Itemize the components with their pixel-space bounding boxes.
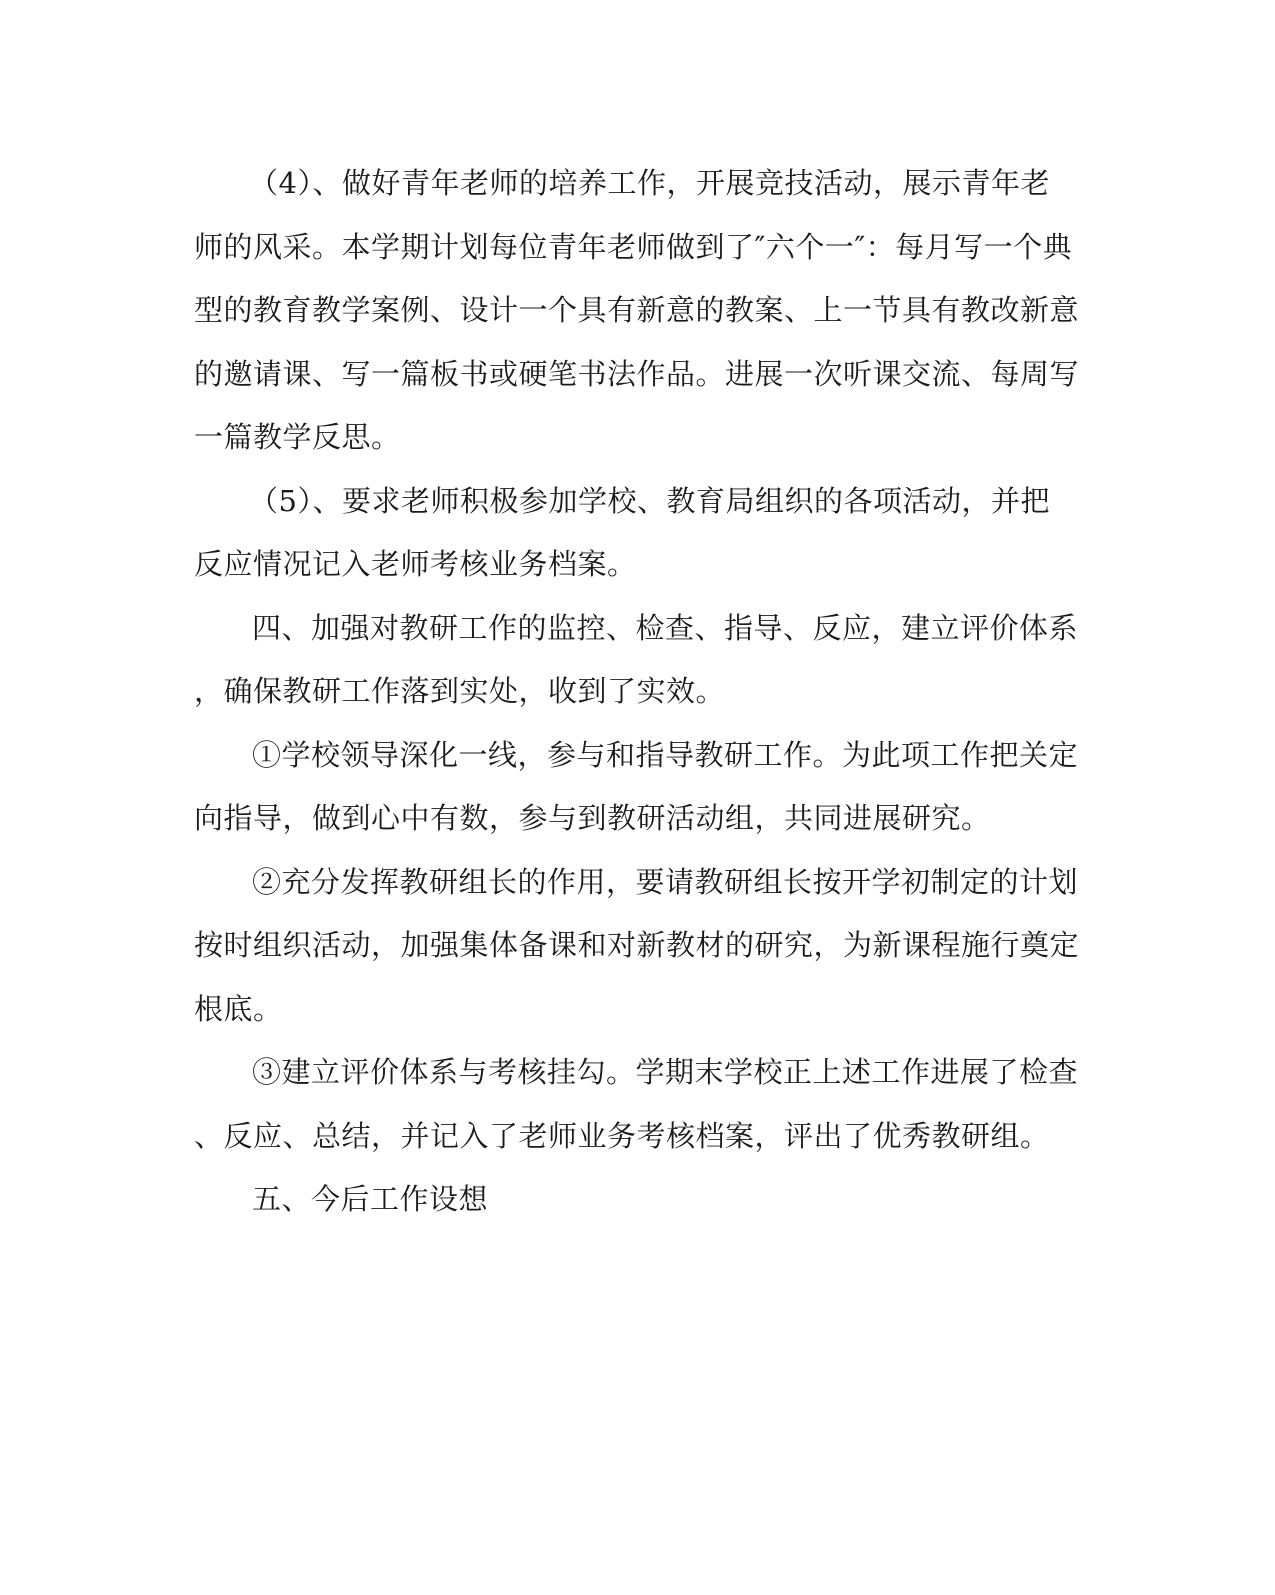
section-5-heading: 五、今后工作设想 <box>252 1182 489 1216</box>
paragraph-5-line-1: （5）、要求老师积极参加学校、教育局组织的各项活动，并把 <box>249 483 1050 518</box>
item-3-line-2: 、反应、总结，并记入了老师业务考核档案，评出了优秀教研组。 <box>194 1118 1050 1153</box>
paragraph-4-line-4: 的邀请课、写一篇板书或硬笔书法作品。进展一次听课交流、每周写 <box>194 356 1080 391</box>
item-2-line-2: 按时组织活动，加强集体备课和对新教材的研究，为新课程施行奠定 <box>194 928 1080 962</box>
item-1-line-2: 向指导，做到心中有数，参与到教研活动组，共同进展研究。 <box>194 801 991 835</box>
item-1-line-1: ①学校领导深化一线，参与和指导教研工作。为此项工作把关定 <box>252 737 1079 772</box>
paragraph-4-line-1: （4）、做好青年老师的培养工作，开展竞技活动，展示青年老 <box>249 166 1050 200</box>
item-2-line-3: 根底。 <box>194 991 283 1026</box>
paragraph-4-line-3: 型的教育教学案例、设计一个具有新意的教案、上一节具有教改新意 <box>194 293 1080 327</box>
item-3-line-1: ③建立评价体系与考核挂勾。学期末学校正上述工作进展了检查 <box>252 1055 1079 1089</box>
item-2-line-1: ②充分发挥教研组长的作用，要请教研组长按开学初制定的计划 <box>252 864 1079 899</box>
paragraph-5-line-2: 反应情况记入老师考核业务档案。 <box>194 547 637 581</box>
paragraph-4-line-2: 师的风采。本学期计划每位青年老师做到了″六个一″：每月写一个典 <box>194 229 1073 264</box>
section-4-heading-line-1: 四、加强对教研工作的监控、检查、指导、反应，建立评价体系 <box>252 610 1079 645</box>
paragraph-4-line-5: 一篇教学反思。 <box>194 420 401 454</box>
section-4-heading-line-2: ，确保教研工作落到实处，收到了实效。 <box>194 674 726 708</box>
document-body <box>194 152 1080 1232</box>
